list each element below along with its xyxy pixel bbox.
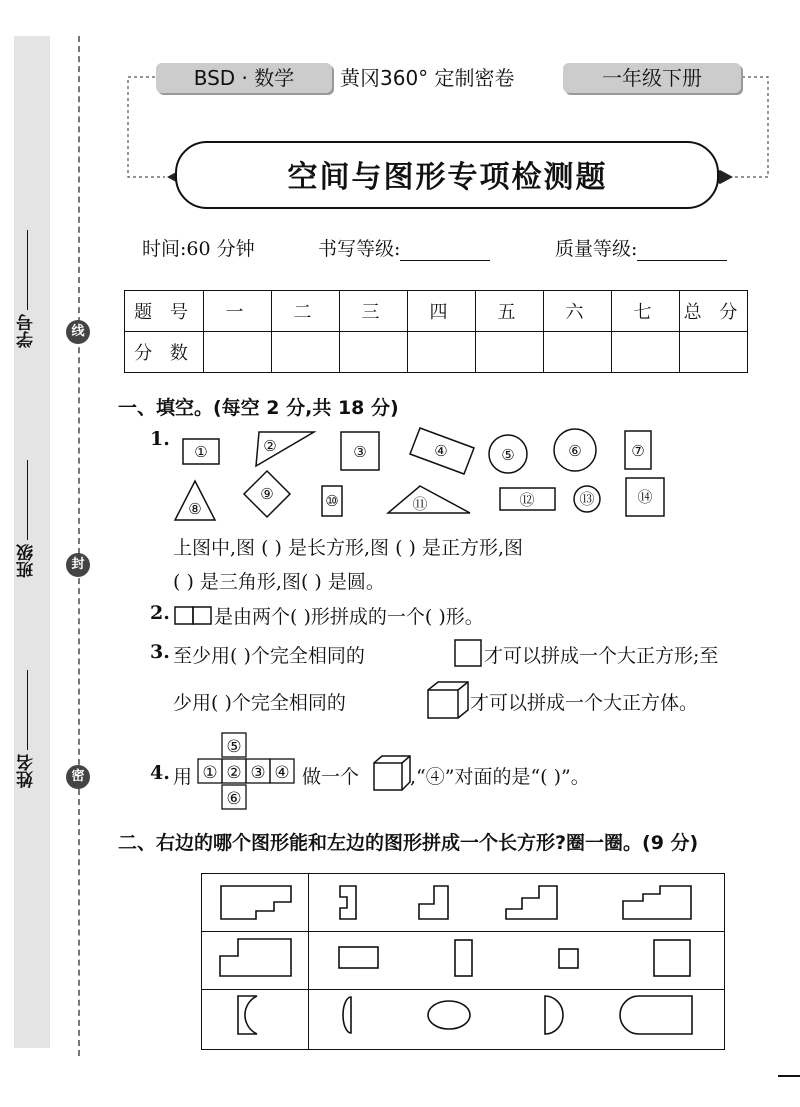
writing-grade[interactable]: [318, 234, 490, 261]
writing-grade-label: 书写等级:: [318, 238, 401, 260]
shape-label: ④: [434, 442, 448, 460]
brand-text: 黄冈360° 定制密卷: [340, 66, 515, 90]
subject-pill: BSD · 数学: [156, 63, 332, 93]
q4-text-a: 用: [173, 766, 193, 788]
student-id-field[interactable]: [14, 230, 50, 348]
score-cell[interactable]: [544, 332, 612, 373]
shape-label: ⑭: [637, 488, 653, 506]
shape-label: ⑬: [579, 490, 595, 508]
option-shape[interactable]: [654, 940, 690, 976]
q2-text[interactable]: 是由两个( )形拼成的一个( )形。: [214, 606, 484, 628]
student-id-label: 学号: [17, 314, 37, 348]
matching-shapes: [202, 874, 724, 1049]
name-field[interactable]: [14, 670, 50, 788]
shape-label: ②: [263, 437, 277, 455]
score-cell[interactable]: [612, 332, 680, 373]
shape-label: ⑧: [188, 500, 202, 518]
shape-label: ③: [353, 443, 367, 461]
score-header-cell: 总 分: [680, 291, 748, 332]
shape-label: ⑫: [519, 491, 535, 509]
score-header-cell: 六: [544, 291, 612, 332]
cube-net-figure: [196, 730, 306, 812]
name-label: 姓名: [17, 754, 37, 788]
section-2-title: 二、右边的哪个图形能和左边的图形拼成一个长方形?圈一圈。(9 分): [118, 832, 699, 854]
shape-11-triangle: [388, 486, 470, 513]
section-1-title: 一、填空。(每空 2 分,共 18 分): [118, 397, 399, 419]
score-cell[interactable]: [340, 332, 408, 373]
quality-grade-blank[interactable]: [637, 242, 727, 261]
score-table-header-row: [125, 291, 748, 332]
option-shape[interactable]: [428, 1001, 470, 1029]
notched-left-shape: [238, 996, 257, 1034]
q3-line-2a[interactable]: 少用( )个完全相同的: [173, 692, 346, 714]
class-label: 班级: [17, 544, 37, 578]
q1-line-2[interactable]: ( ) 是三角形,图( ) 是圆。: [173, 571, 385, 593]
q4-number: 4.: [150, 762, 170, 784]
shape-label: ⑪: [412, 495, 428, 513]
score-header-cell: 四: [408, 291, 476, 332]
seal-seal-badge: 封: [66, 553, 90, 577]
score-cell[interactable]: [680, 332, 748, 373]
shape-matching-table: [201, 873, 725, 1050]
option-shape[interactable]: [559, 949, 578, 968]
quality-grade-label: 质量等级:: [555, 238, 638, 260]
score-cell[interactable]: [408, 332, 476, 373]
class-field[interactable]: [14, 460, 50, 578]
step-left-shape: [220, 939, 291, 976]
score-header-cell: 一: [204, 291, 272, 332]
q2-number: 2.: [150, 602, 170, 624]
cube-icon: [372, 754, 412, 792]
score-cell[interactable]: [476, 332, 544, 373]
net-label: ③: [250, 763, 266, 783]
score-row-label: 分 数: [125, 332, 204, 373]
seal-line-badge: 线: [66, 320, 90, 344]
cube-icon: [426, 680, 470, 720]
score-header-cell: 七: [612, 291, 680, 332]
q3-line-1a[interactable]: 至少用( )个完全相同的: [173, 645, 365, 667]
q4-text-c[interactable]: ,“④”对面的是“( )”。: [410, 766, 590, 788]
q1-line-1[interactable]: 上图中,图 ( ) 是长方形,图 ( ) 是正方形,图: [173, 537, 524, 559]
q3-line-2b: 才可以拼成一个大正方体。: [470, 692, 699, 714]
two-squares-icon: [174, 606, 214, 626]
score-cell[interactable]: [272, 332, 340, 373]
shape-label: ⑥: [568, 442, 582, 460]
score-cell[interactable]: [204, 332, 272, 373]
q1-number: 1.: [150, 428, 170, 450]
option-shape[interactable]: [455, 940, 472, 976]
option-shape[interactable]: [340, 886, 356, 919]
writing-grade-blank[interactable]: [400, 242, 490, 261]
option-shape[interactable]: [506, 886, 557, 919]
shape-label: ①: [194, 443, 208, 461]
square-icon: [454, 639, 484, 669]
page-title: 空间与图形专项检测题: [287, 160, 608, 195]
net-label: ②: [226, 763, 242, 783]
score-table: [124, 290, 748, 373]
score-header-cell: 题 号: [125, 291, 204, 332]
option-shape[interactable]: [343, 997, 351, 1033]
staircase-left-shape: [221, 886, 291, 919]
score-header-cell: 三: [340, 291, 408, 332]
shape-label: ⑩: [325, 492, 339, 510]
option-shape[interactable]: [339, 947, 378, 968]
shape-label: ⑦: [631, 442, 645, 460]
option-shape[interactable]: [620, 996, 692, 1034]
option-shape[interactable]: [419, 886, 448, 919]
q1-shapes-figure: [170, 424, 690, 524]
q4-text-b: 做一个: [302, 766, 360, 788]
score-table-score-row: [125, 332, 748, 373]
time-label: 时间:60 分钟: [142, 238, 255, 260]
net-label: ⑥: [226, 789, 242, 809]
option-shape[interactable]: [545, 996, 563, 1034]
net-label: ①: [202, 763, 218, 783]
grade-pill: 一年级下册: [563, 63, 741, 93]
net-label: ④: [274, 763, 290, 783]
shape-label: ⑨: [260, 485, 274, 503]
seal-secret-badge: 密: [66, 765, 90, 789]
shape-label: ⑤: [501, 446, 515, 464]
page-edge-mark: [778, 1075, 800, 1077]
option-shape[interactable]: [623, 886, 691, 919]
net-label: ⑤: [226, 737, 242, 757]
q3-line-1b: 才可以拼成一个大正方形;至: [484, 645, 719, 667]
score-header-cell: 五: [476, 291, 544, 332]
q3-number: 3.: [150, 641, 170, 663]
quality-grade[interactable]: [555, 234, 727, 261]
score-header-cell: 二: [272, 291, 340, 332]
